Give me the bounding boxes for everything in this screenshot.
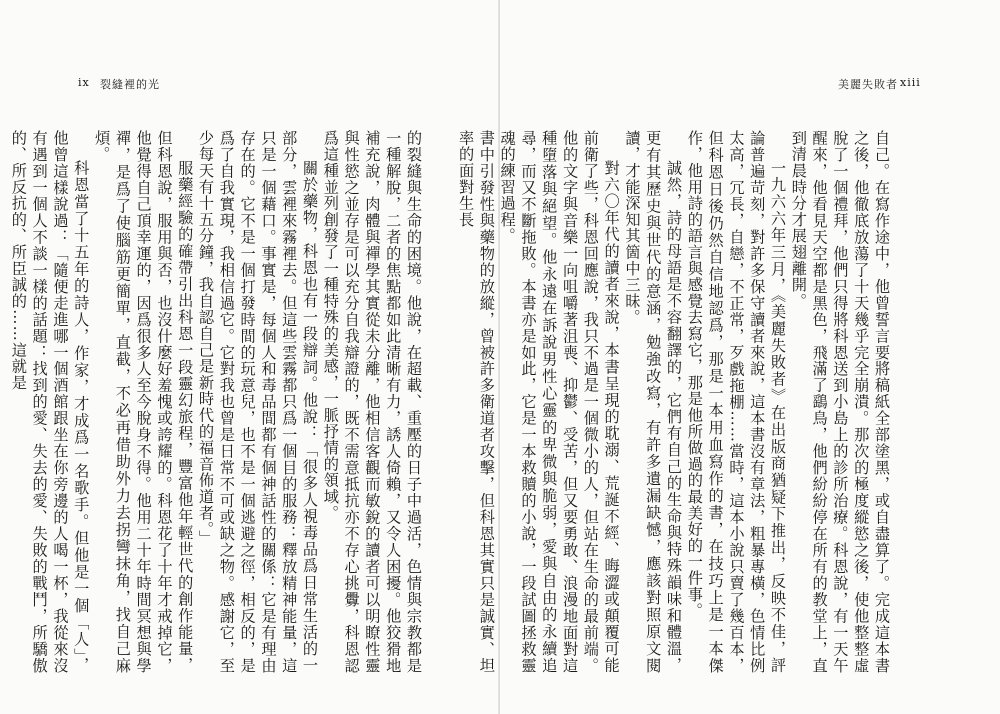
left-body-text: [9, 130, 424, 674]
right-paragraph-2: 一九六六年三月，《美麗失敗者》在出版商猶疑下推出，反映不佳，評論普遍苛刻，對許多保守讀者來說，這本書沒有章法，粗暴專橫，色情比例太高，冗長，自戀，不正常，歹戲拖棚……當時，這本小說只賣了幾百本，但科恩日後仍然自信地認爲，那是一本用血寫作的書，在技巧上是一本傑作，他用詩的語言與感覺去寫它，那是他所做過的最美好的一件事。: [685, 130, 788, 674]
right-running-title: 美麗失敗者: [838, 78, 898, 91]
left-running-title: 裂縫裡的光: [100, 78, 160, 91]
left-paragraph-3: 服藥經驗的確帶引出科恩一段靈幻旅程，豐富他年輕世代的創作能量，但科恩說，服用與否，也沒什麼好羞愧或誇耀的。科恩花了十年才戒掉它，他覺得自己頂幸運的，因爲很多人至今脫身不得。他用二十年時間冥想與學禪，是爲了使腦筋更簡單，直截，不必再借助外力去拐彎抹角，找自己麻煩。: [93, 130, 195, 674]
right-paragraph-4: 對六〇年代的讀者來說，本書呈現的耽溺、荒誕不經、晦澀或顛覆可能前衛了些，科恩回應說，我只不過是一個微小的人，但站在生命的最前端。他的文字與音樂一向咀嚼著沮喪、抑鬱、受苦，但又要勇敢、浪漫地面對這種墮落與絕望。他永遠在訴說男性心靈的卑微與脆弱，愛與自由的永續追尋，而又不斷拖敗。本書亦是如此，它是一本救贖的小說，一段試圖拯救靈魂的練習過程。: [498, 130, 621, 674]
right-paragraph-1: 自己。在寫作途中，他曾誓言要將稿紙全部塗黑，或自盡算了。完成這本書之後，他徹底放蕩了十天幾乎完全崩潰。那次的極度縱慾之後，使他整整虛脫了一個禮拜，他們只得將科恩送到小島上的診所治療。科恩說，有一天午醒來，他看見天空都是黑色，飛滿了鷂鳥，他們紛紛停在所有的教堂上，直到清晨時分才展翅離開。: [789, 130, 891, 674]
right-paragraph-3: 誠然，詩的母語是不容翻譯的，它們有自己的生命與特殊韻味和體溫，更有其歷史與世代的意涵，勉強改寫，有許多遺漏缺憾，應該對照原文閱讀，才能深知其箇中三昧。: [623, 130, 684, 674]
left-paragraph-1: 的裂縫與生命的困境。他說，在超載、重壓的日子中過活，色情與宗教都是一種解脫，二者的焦點都如此清晰有力，誘人倚賴，又令人困擾。他狡猾地補充說，肉體與禪學其實從未分離，他相信客觀而敏銳的讀者可以明瞭性靈與性慾之並存是可以充分自我辯證的，既不需意抵抗亦不存心挑釁，科恩認爲這種並列創發了一種特殊的美感，一脈抒情的領域。: [321, 130, 423, 674]
right-body-text: [457, 130, 892, 674]
left-paragraph-4: 科恩當了十五年的詩人，作家，才成爲一名歌手。但他是一個「人」，他曾這樣說過：「隨便走進哪一個酒館跟坐在你旁邊的人喝一杯，我從來沒有遇到一個人不談一樣的話題：找到的愛、失去的愛、失敗的戰鬥，所驕傲的、所反抗的、所臣誠的……這就是: [9, 130, 91, 674]
right-page-number: xiii: [900, 76, 921, 89]
left-paragraph-2: 關於藥物，科恩也有一段辯詞。他說：「很多人視毒品爲日常生活的一部分，雲裡來霧裡去。但這些雲霧都只爲一個目的服務：釋放精神能量，這只是一個藉口。事實是，每個人和毒品間都有個神話性的關係：它是有理由存在的。它不是一個打發時間的玩意兒，也不是一個逃避之徑，相反的，是爲了自我實現，我相信過它。它對我也曾是日常不可或缺之物。感謝它，至少每天有十五分鐘，我自認自己是新時代的福音佈道者。」: [197, 130, 320, 674]
right-paragraph-5: 書中引發性與藥物的放縱，曾被許多衛道者攻擊，但科恩其實只是誠實、坦率的面對生長: [457, 130, 496, 674]
left-page-number: ix: [78, 76, 90, 89]
